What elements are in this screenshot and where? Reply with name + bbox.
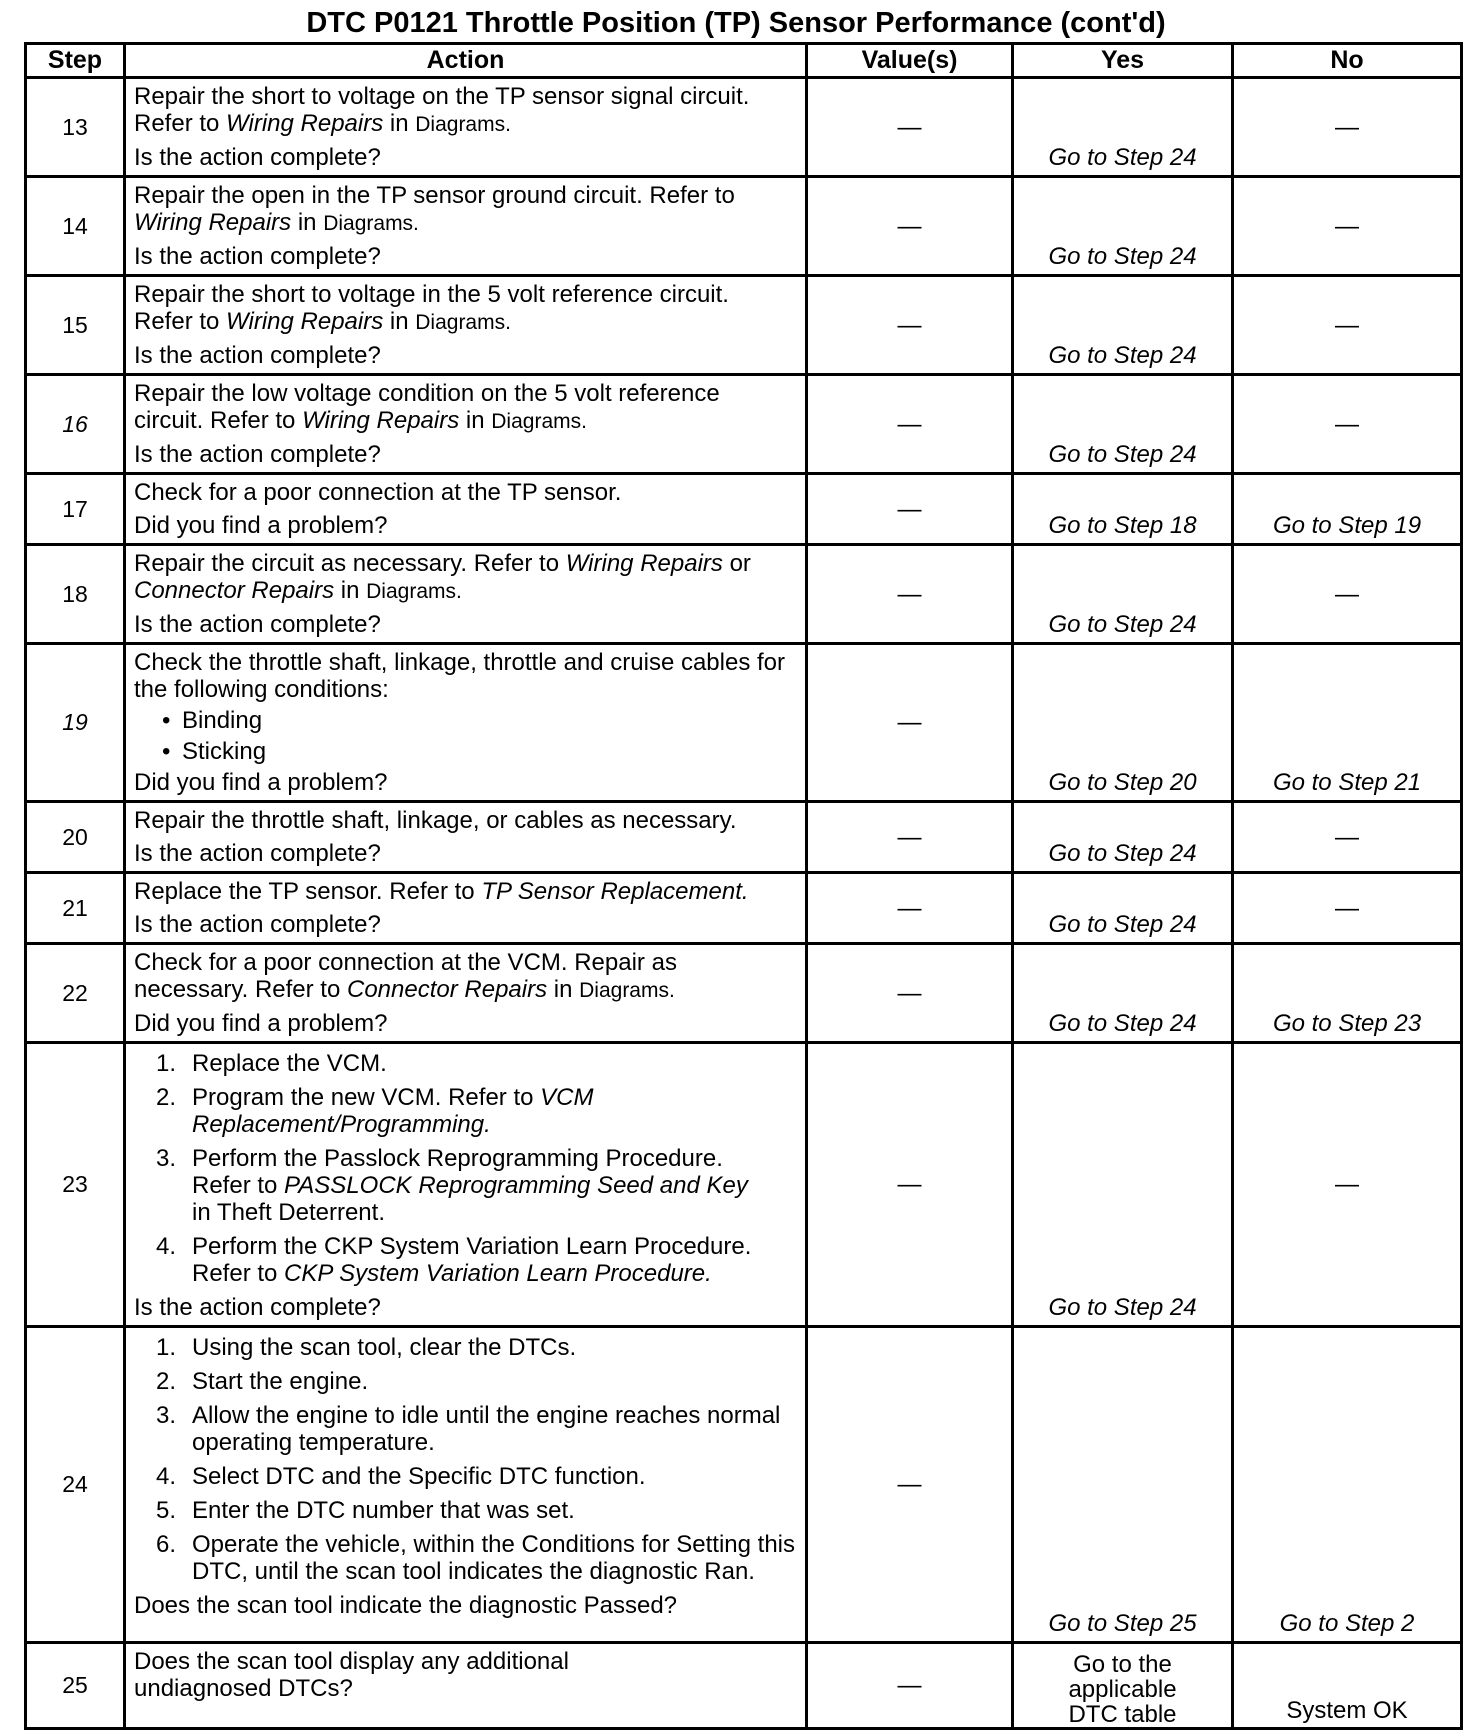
reference-link-text: TP Sensor Replacement. <box>481 878 749 905</box>
action-text: Repair the open in the TP sensor ground circuit. Refer to <box>134 182 735 209</box>
step-number: 14 <box>26 177 125 276</box>
no-cell: Go to Step 23 <box>1233 944 1462 1043</box>
list-item-text: in Theft Deterrent. <box>192 1199 385 1226</box>
action-text: Repair the short to voltage in the 5 volt reference circuit. <box>134 281 729 308</box>
no-cell: — <box>1233 873 1462 944</box>
question-text: Did you find a problem? <box>134 1010 388 1037</box>
step-number: 23 <box>26 1043 125 1327</box>
yes-cell: Go to Step 24 <box>1013 1043 1233 1327</box>
no-cell: — <box>1233 375 1462 474</box>
no-cell: — <box>1233 177 1462 276</box>
value-cell: — <box>807 873 1013 944</box>
action-cell <box>125 177 807 276</box>
diagrams-text: Diagrams. <box>415 113 511 136</box>
action-text: Check the throttle shaft, linkage, throttle and cruise cables for the following conditions: <box>134 649 786 703</box>
yes-cell: Go to the applicable DTC table <box>1013 1643 1233 1729</box>
list-item-text: Perform the CKP System Variation Learn Procedure. <box>192 1233 752 1260</box>
step-number: 17 <box>26 474 125 545</box>
table-row-step-21 <box>26 873 1462 944</box>
value-cell: — <box>807 375 1013 474</box>
list-item: • Binding <box>182 707 797 734</box>
list-item-text: Operate the vehicle, within the Conditions for Setting this DTC, until the scan tool indicates the diagnostic Ran. <box>192 1531 795 1585</box>
question-text: Is the action complete? <box>134 243 381 270</box>
yes-cell: Go to Step 24 <box>1013 375 1233 474</box>
refer-text: Refer to <box>134 308 220 335</box>
action-cell <box>125 78 807 177</box>
table-row-step-16 <box>26 375 1462 474</box>
list-item: 2. Start the engine. <box>156 1368 369 1395</box>
question-text: Did you find a problem? <box>134 512 388 539</box>
in-text: in <box>297 209 317 236</box>
procedure-list <box>134 1334 797 1585</box>
yes-cell: Go to Step 24 <box>1013 177 1233 276</box>
action-cell <box>125 1043 807 1327</box>
yes-cell: Go to Step 25 <box>1013 1327 1233 1643</box>
yes-cell: Go to Step 24 <box>1013 276 1233 375</box>
diagrams-text: Diagrams. <box>579 979 675 1002</box>
action-cell <box>125 873 807 944</box>
no-cell: Go to Step 21 <box>1233 644 1462 802</box>
no-cell: — <box>1233 276 1462 375</box>
table-row-step-18 <box>26 545 1462 644</box>
in-text: in <box>465 407 485 434</box>
diagrams-text: Diagrams. <box>366 580 462 603</box>
question-text: Is the action complete? <box>134 911 381 938</box>
action-cell <box>125 1643 807 1729</box>
action-text-2: necessary. Refer to <box>134 976 341 1003</box>
list-item-text: Perform the Passlock Reprogramming Procedure. <box>192 1145 723 1172</box>
list-item-text: Replace the VCM. <box>192 1050 387 1077</box>
list-item: 2. Program the new VCM. Refer to VCM Replacement/Programming. <box>156 1084 594 1138</box>
no-cell: Go to Step 2 <box>1233 1327 1462 1643</box>
value-cell: — <box>807 802 1013 873</box>
step-number: 25 <box>26 1643 125 1729</box>
list-item: 4. Select DTC and the Specific DTC function. <box>156 1463 646 1490</box>
yes-cell: Go to Step 24 <box>1013 78 1233 177</box>
list-item-text: Start the engine. <box>192 1368 369 1395</box>
value-cell: — <box>807 78 1013 177</box>
yes-cell: Go to Step 20 <box>1013 644 1233 802</box>
header-no: No <box>1233 44 1462 78</box>
header-values: Value(s) <box>807 44 1013 78</box>
step-number: 24 <box>26 1327 125 1643</box>
yes-cell: Go to Step 24 <box>1013 873 1233 944</box>
yes-cell: Go to Step 24 <box>1013 944 1233 1043</box>
diagrams-text: Diagrams. <box>415 311 511 334</box>
table-row-step-24 <box>26 1327 1462 1643</box>
action-text-2: circuit. Refer to <box>134 407 296 434</box>
question-text: Does the scan tool display any additional undiagnosed DTCs? <box>134 1648 569 1702</box>
table-row-step-22 <box>26 944 1462 1043</box>
step-number: 22 <box>26 944 125 1043</box>
list-item: 3. Allow the engine to idle until the engine reaches normal operating temperature. <box>156 1402 781 1456</box>
reference-link-text: Connector Repairs <box>346 976 548 1003</box>
list-item: 4. Perform the CKP System Variation Learn Procedure. Refer to CKP System Variation Learn Procedure. <box>156 1233 752 1287</box>
action-text: Check for a poor connection at the TP sensor. <box>134 479 622 506</box>
list-item: • Sticking <box>182 738 797 765</box>
list-item-text: Select DTC and the Specific DTC function. <box>192 1463 646 1490</box>
list-item-text: Using the scan tool, clear the DTCs. <box>192 1334 577 1361</box>
step-number: 18 <box>26 545 125 644</box>
value-cell: — <box>807 474 1013 545</box>
in-text: in <box>389 308 409 335</box>
list-item-text: Allow the engine to idle until the engine reaches normal operating temperature. <box>192 1402 781 1456</box>
value-cell: — <box>807 177 1013 276</box>
reference-link-text: Wiring Repairs <box>302 407 460 434</box>
action-text: Repair the throttle shaft, linkage, or cables as necessary. <box>134 807 737 834</box>
reference-link-text-2: Connector Repairs <box>134 577 335 604</box>
no-cell: Go to Step 19 <box>1233 474 1462 545</box>
action-cell <box>125 644 807 802</box>
reference-link-text: Wiring Repairs <box>134 209 292 236</box>
header-step: Step <box>26 44 125 78</box>
action-cell <box>125 802 807 873</box>
question-text: Did you find a problem? <box>134 769 388 796</box>
value-cell: — <box>807 545 1013 644</box>
value-cell: — <box>807 276 1013 375</box>
no-cell: — <box>1233 78 1462 177</box>
page-title: DTC P0121 Throttle Position (TP) Sensor Performance (cont'd) <box>306 7 1166 39</box>
question-text: Is the action complete? <box>134 840 381 867</box>
no-cell: — <box>1233 1043 1462 1327</box>
value-cell: — <box>807 1643 1013 1729</box>
table-row-step-23 <box>26 1043 1462 1327</box>
action-text: Replace the TP sensor. Refer to <box>134 878 475 905</box>
action-cell <box>125 1327 807 1643</box>
table-header-row <box>26 44 1462 78</box>
reference-link-text: VCM Replacement/Programming. <box>192 1084 594 1138</box>
step-number: 19 <box>26 644 125 802</box>
question-text: Is the action complete? <box>134 611 381 638</box>
or-text: or <box>729 550 751 577</box>
header-yes: Yes <box>1013 44 1233 78</box>
list-item: 3. Perform the Passlock Reprogramming Procedure. Refer to PASSLOCK Reprogramming Seed and Key in Theft Deterrent. <box>156 1145 748 1226</box>
in-text: in <box>340 577 360 604</box>
procedure-list <box>134 1050 797 1287</box>
reference-link-text: CKP System Variation Learn Procedure. <box>284 1260 712 1287</box>
step-number: 15 <box>26 276 125 375</box>
list-item: 1. Using the scan tool, clear the DTCs. <box>156 1334 577 1361</box>
yes-cell: Go to Step 24 <box>1013 545 1233 644</box>
refer-text: Refer to <box>134 110 220 137</box>
question-text: Is the action complete? <box>134 144 381 171</box>
step-number: 16 <box>26 375 125 474</box>
action-text: Repair the circuit as necessary. Refer to <box>134 550 560 577</box>
table-row-step-13 <box>26 78 1462 177</box>
no-cell: System OK <box>1233 1643 1462 1729</box>
question-text: Is the action complete? <box>134 441 381 468</box>
list-item: 6. Operate the vehicle, within the Conditions for Setting this DTC, until the scan tool indicates the diagnostic Ran. <box>156 1531 795 1585</box>
table-row-step-14 <box>26 177 1462 276</box>
list-item-text: Program the new VCM. Refer to <box>192 1084 534 1111</box>
action-text: Repair the low voltage condition on the 5 volt reference <box>134 380 720 407</box>
action-text: Check for a poor connection at the VCM. Repair as <box>134 949 677 976</box>
step-number: 20 <box>26 802 125 873</box>
reference-link-text: Wiring Repairs <box>226 110 384 137</box>
table-row-step-15 <box>26 276 1462 375</box>
table-row-step-20 <box>26 802 1462 873</box>
reference-link-text: Wiring Repairs <box>565 550 723 577</box>
diagrams-text: Diagrams. <box>323 212 419 235</box>
action-cell <box>125 375 807 474</box>
no-cell: — <box>1233 545 1462 644</box>
condition-list <box>134 707 797 765</box>
value-cell: — <box>807 944 1013 1043</box>
diagnostic-table <box>24 42 1463 1730</box>
action-cell <box>125 545 807 644</box>
in-text: in <box>553 976 573 1003</box>
list-item-text: Enter the DTC number that was set. <box>192 1497 575 1524</box>
question-text: Is the action complete? <box>134 1294 381 1321</box>
action-text: Repair the short to voltage on the TP sensor signal circuit. <box>134 83 750 110</box>
step-number: 13 <box>26 78 125 177</box>
question-text: Is the action complete? <box>134 342 381 369</box>
step-number: 21 <box>26 873 125 944</box>
question-text: Does the scan tool indicate the diagnostic Passed? <box>134 1592 678 1619</box>
reference-link-text: PASSLOCK Reprogramming Seed and Key <box>284 1172 748 1199</box>
table-row-step-19 <box>26 644 1462 802</box>
table-row-step-25 <box>26 1643 1462 1729</box>
header-action: Action <box>125 44 807 78</box>
in-text: in <box>389 110 409 137</box>
list-item: 1. Replace the VCM. <box>156 1050 387 1077</box>
refer-text: Refer to <box>192 1172 278 1199</box>
value-cell: — <box>807 1327 1013 1643</box>
list-item: 5. Enter the DTC number that was set. <box>156 1497 575 1524</box>
value-cell: — <box>807 644 1013 802</box>
value-cell: — <box>807 1043 1013 1327</box>
table-row-step-17 <box>26 474 1462 545</box>
yes-cell: Go to Step 18 <box>1013 474 1233 545</box>
action-cell <box>125 944 807 1043</box>
action-cell <box>125 474 807 545</box>
refer-text: Refer to <box>192 1260 278 1287</box>
reference-link-text: Wiring Repairs <box>226 308 384 335</box>
diagrams-text: Diagrams. <box>491 410 587 433</box>
action-cell <box>125 276 807 375</box>
yes-cell: Go to Step 24 <box>1013 802 1233 873</box>
no-cell: — <box>1233 802 1462 873</box>
